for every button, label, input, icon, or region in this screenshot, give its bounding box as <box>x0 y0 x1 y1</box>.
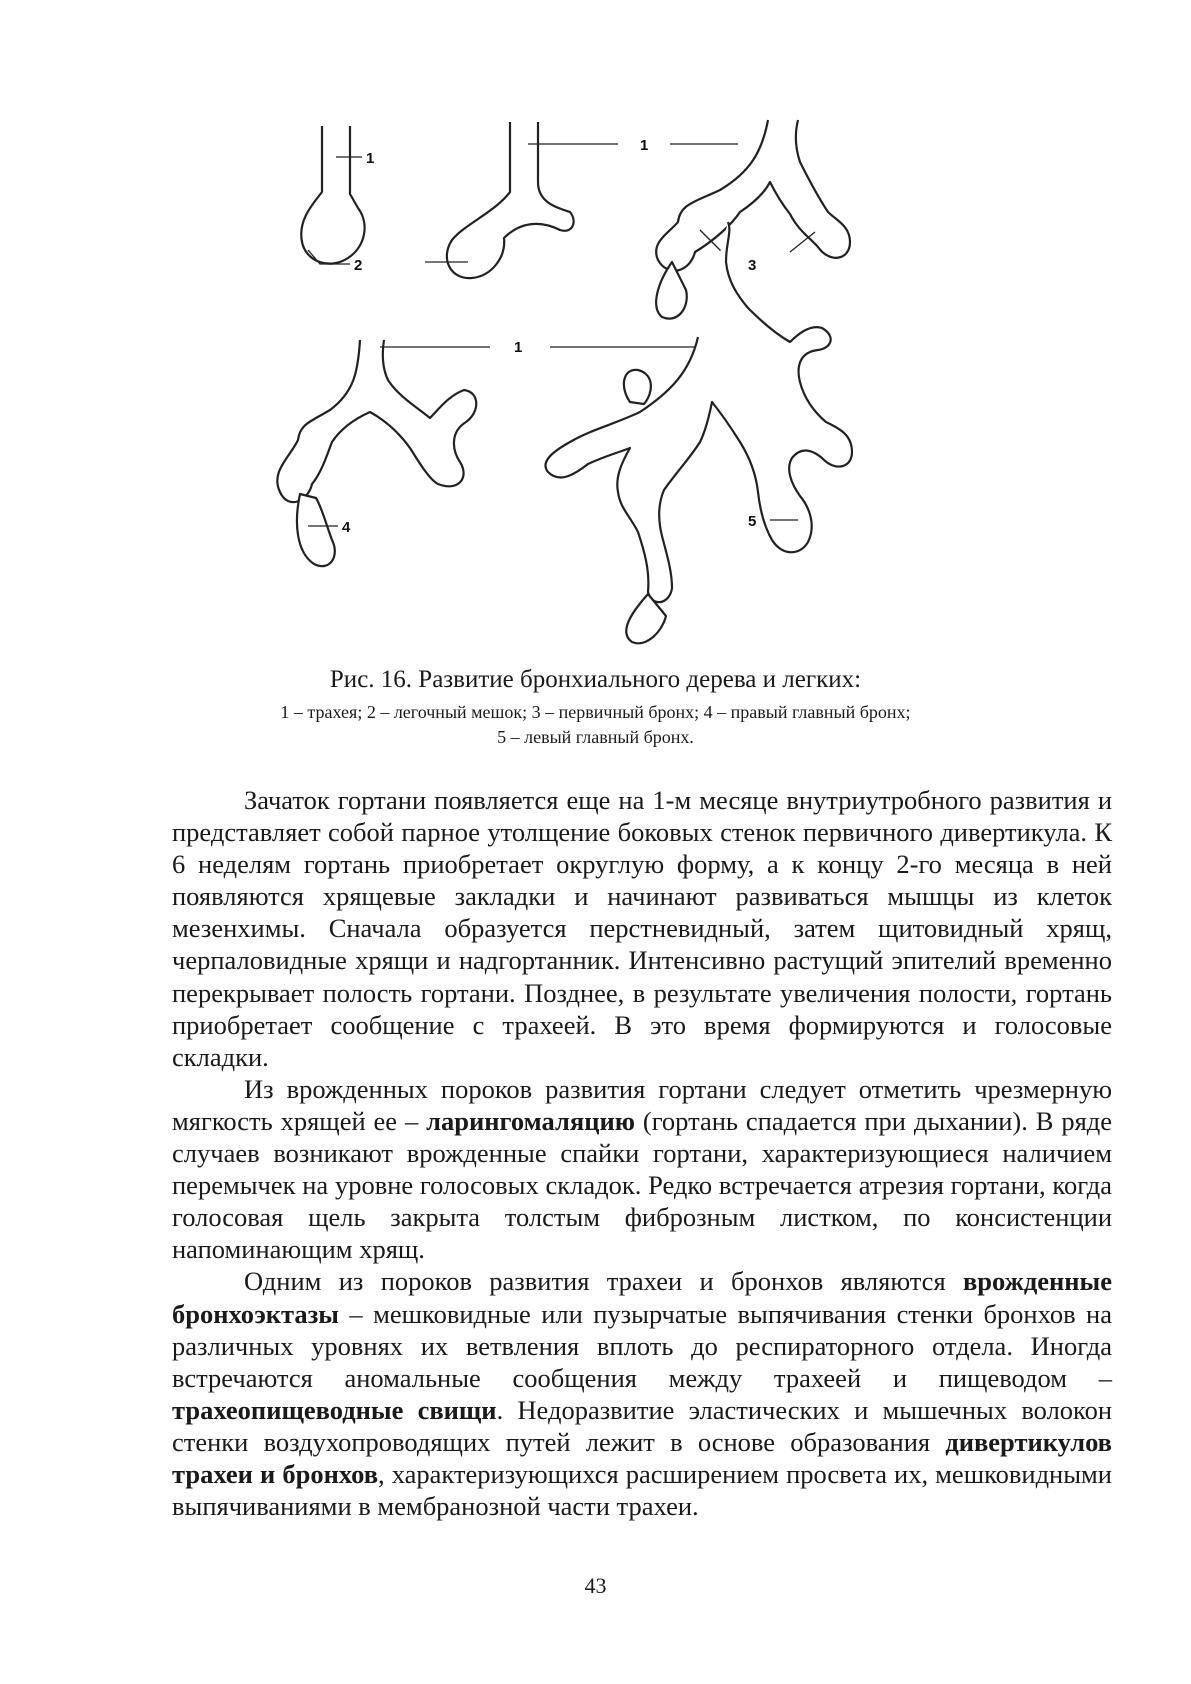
term-tracheoesophageal-fistula: трахеопищеводные свищи <box>172 1394 497 1425</box>
stage-3-drawing <box>656 120 850 319</box>
term-laryngomalacia: ларингомаляцию <box>426 1105 635 1136</box>
paragraph-3-part-c: – мешковидные или пузырчатые выпячивания стенки бронхов на различных уровнях их ветвления вплоть до респираторного отдела. Иногда встречаются аномальные сообщения между трахеей и пищеводом – <box>172 1298 1112 1393</box>
bronchial-tree-drawing <box>270 112 930 652</box>
paragraph-2 <box>172 1073 1112 1266</box>
label-1-a: 1 <box>366 150 375 167</box>
term-tracheal-diverticula: дивертикулов трахеи и бронхов <box>172 1426 1112 1489</box>
label-4: 4 <box>342 519 351 536</box>
paragraph-3 <box>172 1265 1112 1522</box>
label-1-c: 1 <box>514 339 523 356</box>
label-1-b: 1 <box>640 137 649 154</box>
paragraph-2-part-a: Из врожденных пороков развития гортани следует отметить чрезмерную мягкость хрящей ее – <box>172 1073 1112 1136</box>
label-5: 5 <box>748 513 757 530</box>
figure-caption-title: Рис. 16. Развитие бронхиального дерева и легких: <box>329 666 862 693</box>
stage-1-drawing <box>301 126 374 274</box>
term-congenital-bronchiectasis: врожденные бронхоэктазы <box>172 1266 1112 1329</box>
caption-legend-line-1: 1 – трахея; 2 – легочный мешок; 3 – первичный бронх; 4 – правый главный бронх; <box>280 702 911 722</box>
page-number: 43 <box>584 1573 607 1598</box>
label-2: 2 <box>354 257 363 274</box>
paragraph-3-part-a: Одним из пороков развития трахеи и бронхов являются <box>244 1266 963 1297</box>
paragraph-3-part-g: , характеризующихся расширением просвета их, мешковидными выпячиваниями в мембранозной части трахеи. <box>172 1458 1112 1522</box>
paragraph-2-part-c: (гортань спадается при дыхании). В ряде случаев возникают врожденные спайки гортани, характеризующиеся наличием перемычек на уровне голосовых складок. Редко встречается атрезия гортани, когда голосовая щель закрыта толстым фиброзным листком, по консистенции напоминающим хрящ. <box>172 1105 1112 1265</box>
paragraph-1: Зачаток гортани появляется еще на 1-м месяце внутриутробного развития и представляет собой парное утолщение боковых стенок первичного дивертикула. К 6 неделям гортань приобретает округлую форму, а к концу 2-го месяца в ней появляются хрящевые закладки и начинают развиваться мышцы из клеток мезенхимы. Сначала образуется перстневидный, затем щитовидный хрящ, черпаловидные хрящи и надгортанник. Интенсивно растущий эпителий временно перекрывает полость гортани. Позднее, в результате увеличения полости, гортань приобретает сообщение с трахеей. В это время формируются и голосовые складки. <box>172 785 1112 1072</box>
stage-5-drawing <box>545 222 852 643</box>
figure-caption-legend <box>0 700 1191 750</box>
paragraph-3-part-e: . Недоразвитие эластических и мышечных волокон стенки воздухопроводящих путей лежит в основе образования <box>172 1394 1113 1457</box>
label-3: 3 <box>748 257 757 274</box>
bronchial-tree-figure <box>270 112 930 652</box>
body-text <box>172 784 1112 1522</box>
caption-legend-line-2: 5 – левый главный бронх. <box>497 727 694 747</box>
